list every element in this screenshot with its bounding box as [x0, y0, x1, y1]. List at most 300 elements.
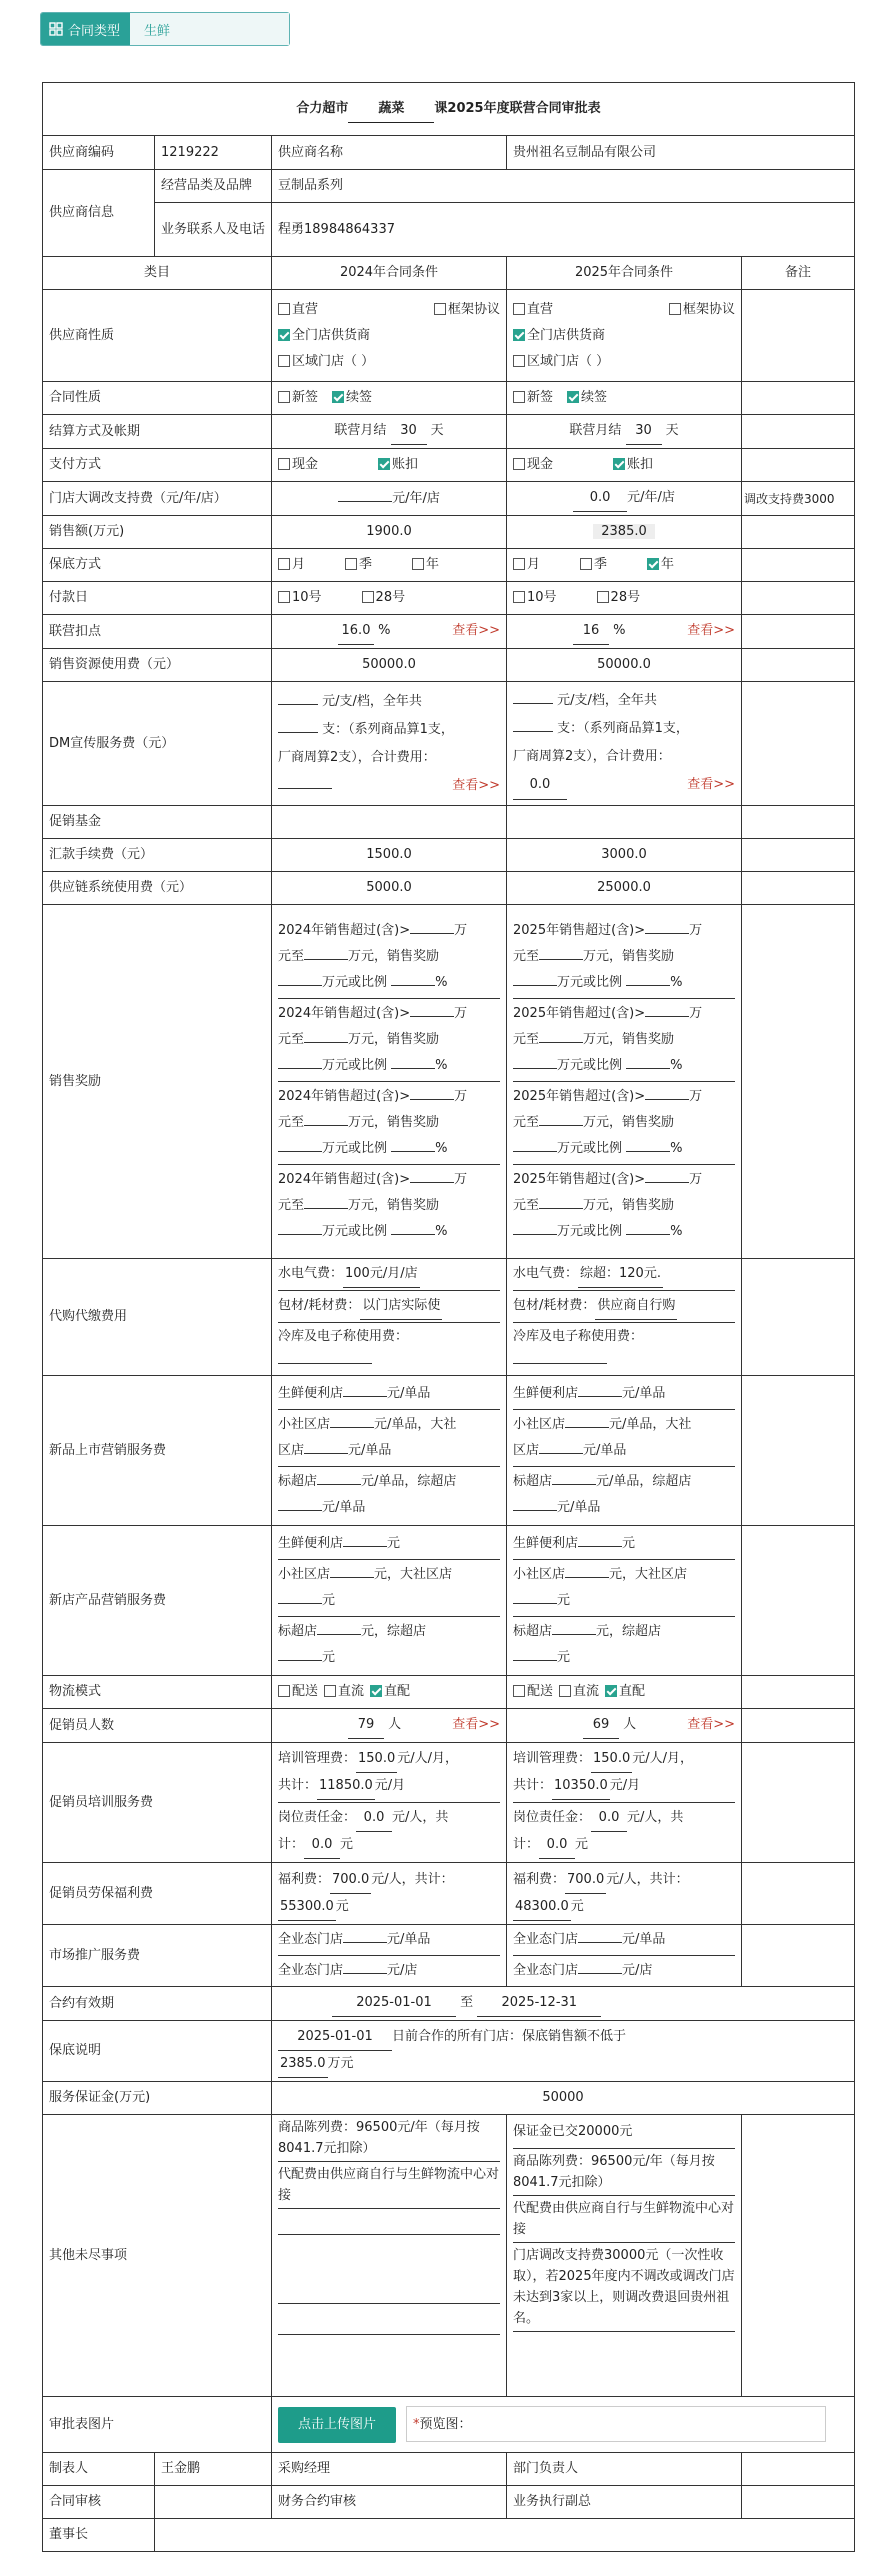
- proxy-2024: 水电气费： 100元/月/店 包材/耗材费： 以门店实际使 冷库及电子称使用费：: [272, 1259, 507, 1376]
- form-title: [43, 83, 855, 136]
- training-remark: [742, 1743, 855, 1863]
- reward-2025-tier: 2025年销售超过(含)> 万 元至 万元，销售奖励 万元或比例 %: [513, 1172, 703, 1239]
- training-2024-total[interactable]: 11850.0: [317, 1773, 375, 1800]
- sales-2025: [507, 516, 742, 549]
- ns-input[interactable]: [278, 1603, 322, 1604]
- training-2024-duty[interactable]: 0.0: [356, 1805, 392, 1832]
- sales-2024: 1900.0: [272, 516, 507, 549]
- training-2025-duty[interactable]: 0.0: [591, 1805, 627, 1832]
- promoters-2024-view-link[interactable]: 查看>>: [452, 1717, 500, 1732]
- settlement-2025: 联营月结 30 天: [507, 415, 742, 449]
- promoters-2024: 79 人 查看>>: [272, 1709, 507, 1743]
- new-store-2025: 生鲜便利店 元 小社区店 元，大社区店 元 标超店 元，综超店 元: [507, 1526, 742, 1676]
- promo-fund-remark: [742, 806, 855, 839]
- reward-remark: [742, 905, 855, 1259]
- header-remark: 备注: [742, 257, 855, 290]
- checkbox-icon: [278, 355, 290, 367]
- remit-label: 汇款手续费（元）: [43, 839, 272, 872]
- checkbox-icon: [513, 591, 525, 603]
- approval-form: [42, 82, 855, 2552]
- dm-2024: 元/支/档，全年共 支：（系列商品算1支， 厂商周算2支），合计费用： 查看>>: [272, 682, 507, 806]
- deposit-value: 50000: [272, 2082, 855, 2115]
- guarantee-2025: [507, 549, 742, 582]
- header-2025: 2025年合同条件: [507, 257, 742, 290]
- dm-2025-total[interactable]: 0.0: [513, 771, 567, 800]
- reward-input[interactable]: [626, 1151, 670, 1152]
- ns-input[interactable]: [565, 1577, 609, 1578]
- market-input[interactable]: [343, 1973, 387, 1974]
- welfare-2024-total[interactable]: 55300.0: [278, 1894, 336, 1921]
- nature-2024-frame[interactable]: 框架协议: [434, 297, 500, 323]
- exec-value: [742, 2486, 855, 2519]
- new-store-2024: 生鲜便利店 元 小社区店 元，大社区店 元 标超店 元，综超店 元: [272, 1526, 507, 1676]
- reward-input[interactable]: [278, 1151, 322, 1152]
- logistics-2025-flow[interactable]: 直流: [559, 1679, 599, 1705]
- proxy-label: 代购代缴费用: [43, 1259, 272, 1376]
- nature-2024-direct[interactable]: 直营: [278, 297, 318, 323]
- nature-remark: [742, 290, 855, 382]
- upload-image-button[interactable]: 点击上传图片: [278, 2407, 396, 2443]
- other-2025-item: 商品陈列费：96500元/年（每月按8041.7元扣除）: [513, 2149, 735, 2196]
- guarantee-2024-month[interactable]: 月: [278, 552, 305, 578]
- supply-chain-label: 供应链系统使用费（元）: [43, 872, 272, 905]
- nature-2024: [272, 290, 507, 382]
- guarantee-remark: [742, 549, 855, 582]
- checkbox-icon: [513, 303, 525, 315]
- logistics-remark: [742, 1676, 855, 1709]
- grid-icon: [49, 22, 63, 36]
- payment-remark: [742, 449, 855, 482]
- reward-input[interactable]: [513, 985, 557, 986]
- title-dept: 蔬菜: [348, 96, 434, 123]
- ns-input[interactable]: [513, 1660, 557, 1661]
- chair-label: 董事长: [43, 2519, 155, 2552]
- promoters-2025-view-link[interactable]: 查看>>: [687, 1717, 735, 1732]
- checkbox-checked-icon: [278, 329, 290, 341]
- training-2024: 培训管理费： 150.0 元/人/月， 共计： 11850.0 元/月 岗位责任金： 0.0 元/人，共 计： 0.0 元: [272, 1743, 507, 1863]
- proxy-2024-cold[interactable]: [278, 1363, 372, 1364]
- validity-start[interactable]: 2025-01-01: [332, 1990, 456, 2017]
- welfare-remark: [742, 1863, 855, 1925]
- welfare-label: 促销员劳保福利费: [43, 1863, 272, 1925]
- approval-img-label: 审批表图片: [43, 2397, 272, 2453]
- header-category: 类目: [43, 257, 272, 290]
- reward-input[interactable]: [391, 985, 435, 986]
- new-product-remark: [742, 1376, 855, 1526]
- resource-2025: 50000.0: [507, 649, 742, 682]
- reward-label: 销售奖励: [43, 905, 272, 1259]
- market-input[interactable]: [578, 1942, 622, 1943]
- guarantee-2024: [272, 549, 507, 582]
- welfare-2025-total[interactable]: 48300.0: [513, 1894, 571, 1921]
- checkbox-icon: [278, 391, 290, 403]
- reward-input[interactable]: [410, 1182, 454, 1183]
- reward-input[interactable]: [410, 933, 454, 934]
- nature-2025-direct[interactable]: 直营: [513, 297, 553, 323]
- guarantee-desc-start[interactable]: 2025-01-01: [278, 2024, 392, 2051]
- np-input[interactable]: [304, 1453, 348, 1454]
- promoters-remark: [742, 1709, 855, 1743]
- other-label: 其他未尽事项: [43, 2115, 272, 2397]
- deduction-2025: 16 % 查看>>: [507, 615, 742, 649]
- reward-input[interactable]: [645, 1016, 689, 1017]
- nature-2024-all[interactable]: 全门店供货商: [278, 323, 370, 349]
- dm-2024-price[interactable]: [278, 704, 318, 705]
- ns-input[interactable]: [513, 1603, 557, 1604]
- np-input[interactable]: [565, 1427, 609, 1428]
- maker-label: 制表人: [43, 2453, 155, 2486]
- contract-type-selector[interactable]: [40, 12, 290, 46]
- guarantee-2024-year[interactable]: 年: [412, 552, 439, 578]
- reward-input[interactable]: [304, 1208, 348, 1209]
- payday-2025-28[interactable]: 28号: [597, 585, 641, 611]
- checkbox-icon: [580, 558, 592, 570]
- nature-2025: [507, 290, 742, 382]
- remit-remark: [742, 839, 855, 872]
- np-input[interactable]: [539, 1453, 583, 1454]
- reward-input[interactable]: [391, 1068, 435, 1069]
- payday-2024-10[interactable]: 10号: [278, 585, 322, 611]
- guarantee-label: 保底方式: [43, 549, 272, 582]
- settlement-2024: 联营月结 30 天: [272, 415, 507, 449]
- dm-2024-view-link[interactable]: 查看>>: [452, 777, 500, 793]
- promoters-2025-count[interactable]: 69: [583, 1712, 619, 1739]
- payday-remark: [742, 582, 855, 615]
- np-input[interactable]: [552, 1484, 596, 1485]
- dm-remark: [742, 682, 855, 806]
- reward-input[interactable]: [513, 1234, 557, 1235]
- new-store-label: 新店产品营销服务费: [43, 1526, 272, 1676]
- payday-2024-28[interactable]: 28号: [362, 585, 406, 611]
- supply-chain-2025: 25000.0: [507, 872, 742, 905]
- payment-2025-account[interactable]: 账扣: [613, 452, 653, 478]
- training-2024-fee[interactable]: 150.0: [356, 1746, 397, 1773]
- training-2025: 培训管理费： 150.0 元/人/月， 共计： 10350.0 元/月 岗位责任金： 0.0 元/人，共 计： 0.0 元: [507, 1743, 742, 1863]
- supply-chain-2024: 5000.0: [272, 872, 507, 905]
- reward-input[interactable]: [391, 1234, 435, 1235]
- proxy-2025: 水电气费： 综超：120元. 包材/耗材费： 供应商自行购 冷库及电子称使用费：: [507, 1259, 742, 1376]
- checkbox-icon: [513, 458, 525, 470]
- supplier-code-label: 供应商编码: [43, 136, 155, 170]
- checkbox-icon: [278, 303, 290, 315]
- market-2024: 全业态门店 元/单品 全业态门店 元/店: [272, 1925, 507, 1987]
- reward-2025-tier: 2025年销售超过(含)> 万 元至 万元，销售奖励 万元或比例 %: [513, 1082, 735, 1165]
- payment-label: 支付方式: [43, 449, 272, 482]
- settlement-2025-days[interactable]: 30: [626, 418, 662, 445]
- promoters-2024-count[interactable]: 79: [348, 1712, 384, 1739]
- dm-2024-total[interactable]: [278, 788, 332, 789]
- other-2024-item: 代配费由供应商自行与生鲜物流中心对接: [278, 2162, 500, 2209]
- reward-input[interactable]: [278, 1068, 322, 1069]
- deduction-2025-value[interactable]: 16: [573, 618, 609, 645]
- checkbox-icon: [278, 591, 290, 603]
- contract-type-value[interactable]: 生鲜: [130, 13, 289, 45]
- logistics-2024: [272, 1676, 507, 1709]
- checkbox-icon: [278, 558, 290, 570]
- contract-2025-new[interactable]: 新签: [513, 385, 553, 411]
- reward-input[interactable]: [278, 985, 322, 986]
- settlement-label: 结算方式及帐期: [43, 415, 272, 449]
- other-2025-item: 保证金已交20000元: [513, 2115, 735, 2149]
- guarantee-2024-season[interactable]: 季: [345, 552, 372, 578]
- new-store-remark: [742, 1526, 855, 1676]
- contract-2024-renew[interactable]: 续签: [332, 385, 372, 411]
- sales-2025-value[interactable]: 2385.0: [593, 524, 655, 539]
- reward-2025: [507, 905, 742, 1259]
- reward-input[interactable]: [626, 1234, 670, 1235]
- validity-label: 合约有效期: [43, 1987, 272, 2021]
- ns-input[interactable]: [330, 1577, 374, 1578]
- checkbox-checked-icon: [513, 329, 525, 341]
- reward-2024-tier: 2024年销售超过(含)> 万 元至 万元，销售奖励 万元或比例 %: [278, 1082, 500, 1165]
- welfare-2024: 福利费： 700.0 元/人，共计： 55300.0 元: [272, 1863, 507, 1925]
- checkbox-checked-icon: [605, 1685, 617, 1697]
- dept-label: 部门负责人: [507, 2453, 742, 2486]
- proxy-2025-cold[interactable]: [513, 1363, 607, 1364]
- preview-box: *预览图：: [406, 2406, 826, 2442]
- reward-input[interactable]: [513, 1068, 557, 1069]
- remit-2025: 3000.0: [507, 839, 742, 872]
- proxy-2025-utility[interactable]: 综超：120元.: [578, 1261, 663, 1288]
- payment-2024-account[interactable]: 账扣: [378, 452, 418, 478]
- payday-label: 付款日: [43, 582, 272, 615]
- checkbox-checked-icon: [332, 391, 344, 403]
- other-2025-item: 代配费由供应商自行与生鲜物流中心对接: [513, 2196, 735, 2243]
- promoters-2025: 69 人 查看>>: [507, 1709, 742, 1743]
- reward-input[interactable]: [539, 1125, 583, 1126]
- dm-2025-view-link[interactable]: 查看>>: [687, 777, 735, 792]
- np-input[interactable]: [343, 1396, 387, 1397]
- deduction-2024-value[interactable]: 16.0: [338, 618, 374, 645]
- reward-input[interactable]: [391, 1151, 435, 1152]
- renovation-2025: 0.0 元/年/店: [507, 482, 742, 516]
- reward-2024-tier: 2024年销售超过(含)> 万 元至 万元，销售奖励 万元或比例 %: [278, 999, 500, 1082]
- resource-remark: [742, 649, 855, 682]
- promo-fund-2024: [272, 806, 507, 839]
- reward-input[interactable]: [278, 1234, 322, 1235]
- checkbox-checked-icon: [370, 1685, 382, 1697]
- logistics-2025-direct[interactable]: 直配: [605, 1679, 645, 1705]
- welfare-2025: 福利费： 700.0 元/人，共计： 48300.0 元: [507, 1863, 742, 1925]
- guarantee-desc-value: 2025-01-01 日前合作的所有门店：保底销售额不低于 2385.0 万元: [272, 2021, 855, 2082]
- header-2024: 2024年合同条件: [272, 257, 507, 290]
- checkbox-checked-icon: [613, 458, 625, 470]
- proxy-2025-material[interactable]: 供应商自行购: [595, 1293, 677, 1320]
- dm-2024-count[interactable]: [278, 732, 318, 733]
- reward-input[interactable]: [539, 1208, 583, 1209]
- proxy-remark: [742, 1259, 855, 1376]
- renovation-2024-value[interactable]: [338, 501, 392, 502]
- deduction-2024: 16.0 % 查看>>: [272, 615, 507, 649]
- sales-remark: [742, 516, 855, 549]
- chair-value: [155, 2519, 855, 2552]
- supplier-name-label: 供应商名称: [272, 136, 507, 170]
- reward-2024: [272, 905, 507, 1259]
- market-input[interactable]: [343, 1942, 387, 1943]
- ns-input[interactable]: [317, 1634, 361, 1635]
- guarantee-2025-year[interactable]: 年: [647, 552, 674, 578]
- reward-input[interactable]: [626, 985, 670, 986]
- proxy-2024-utility[interactable]: 100元/月/店: [343, 1261, 420, 1288]
- new-product-2025: 生鲜便利店 元/单品 小社区店 元/单品，大社 区店 元/单品 标超店 元/单品，综超店 元/单品: [507, 1376, 742, 1526]
- supplier-info-label: 供应商信息: [43, 170, 155, 257]
- contract-type-remark: [742, 382, 855, 415]
- guarantee-desc-label: 保底说明: [43, 2021, 272, 2082]
- promo-fund-2025: [507, 806, 742, 839]
- ns-input[interactable]: [552, 1634, 596, 1635]
- reward-input[interactable]: [539, 959, 583, 960]
- nature-2025-region[interactable]: 区域门店（ ）: [513, 349, 609, 375]
- training-label: 促销员培训服务费: [43, 1743, 272, 1863]
- training-2024-duty-total[interactable]: 0.0: [304, 1832, 340, 1859]
- proxy-2024-material[interactable]: 以门店实际使: [360, 1293, 442, 1320]
- resource-2024: 50000.0: [272, 649, 507, 682]
- reward-input[interactable]: [539, 1042, 583, 1043]
- reward-input[interactable]: [645, 1099, 689, 1100]
- checkbox-icon: [278, 1685, 290, 1697]
- payment-2025-cash[interactable]: 现金: [513, 452, 553, 478]
- reward-2024-tier: 2024年销售超过(含)> 万 元至 万元，销售奖励 万元或比例 %: [278, 916, 500, 999]
- reward-2025-tier: 2025年销售超过(含)> 万 元至 万元，销售奖励 万元或比例 %: [513, 999, 735, 1082]
- renovation-2025-value[interactable]: 0.0: [573, 485, 627, 512]
- exec-label: 业务执行副总: [507, 2486, 742, 2519]
- contract-type-label: [41, 13, 130, 45]
- checkbox-icon: [324, 1685, 336, 1697]
- contact-label: 业务联系人及电话: [155, 203, 272, 257]
- payday-2025-10[interactable]: 10号: [513, 585, 557, 611]
- other-2025-item: 门店调改支持费30000元（一次性收取），若2025年度内不调改或调改门店未达到3家以上，则调改费退回贵州祖名。: [513, 2243, 735, 2332]
- renovation-2024: 元/年/店: [272, 482, 507, 516]
- logistics-2024-delivery[interactable]: 配送: [278, 1679, 318, 1705]
- title-suffix: 课2025年度联营合同审批表: [434, 100, 601, 116]
- sales-label: 销售额(万元): [43, 516, 272, 549]
- nature-2025-frame[interactable]: 框架协议: [669, 297, 735, 323]
- reward-input[interactable]: [304, 959, 348, 960]
- other-remark: [742, 2115, 855, 2397]
- ns-input[interactable]: [343, 1546, 387, 1547]
- brand-value: 豆制品系列: [272, 170, 855, 203]
- reward-input[interactable]: [513, 1151, 557, 1152]
- np-input[interactable]: [513, 1510, 557, 1511]
- renovation-label: 门店大调改支持费（元/年/店）: [43, 482, 272, 516]
- finance-label: 财务合约审核: [272, 2486, 507, 2519]
- reward-input[interactable]: [410, 1016, 454, 1017]
- nature-2025-all[interactable]: 全门店供货商: [513, 323, 605, 349]
- np-input[interactable]: [330, 1427, 374, 1428]
- other-2024-item: 商品陈列费：96500元/年（每月按8041.7元扣除）: [278, 2115, 500, 2162]
- welfare-2025-fee[interactable]: 700.0: [565, 1867, 606, 1894]
- approval-img-cell: [272, 2397, 855, 2453]
- logistics-2025-delivery[interactable]: 配送: [513, 1679, 553, 1705]
- reward-input[interactable]: [645, 1182, 689, 1183]
- promo-fund-label: 促销基金: [43, 806, 272, 839]
- contract-2024-new[interactable]: 新签: [278, 385, 318, 411]
- settlement-2024-days[interactable]: 30: [391, 418, 427, 445]
- checkbox-icon: [513, 1685, 525, 1697]
- checkbox-icon: [345, 558, 357, 570]
- reward-input[interactable]: [410, 1099, 454, 1100]
- new-product-2024: 生鲜便利店 元/单品 小社区店 元/单品，大社 区店 元/单品 标超店 元/单品，综超店 元/单品: [272, 1376, 507, 1526]
- payment-2024-cash[interactable]: 现金: [278, 452, 318, 478]
- validity-end[interactable]: 2025-12-31: [477, 1990, 601, 2017]
- renovation-remark: 调改支持费3000: [742, 482, 855, 516]
- np-input[interactable]: [317, 1484, 361, 1485]
- training-2025-fee[interactable]: 150.0: [591, 1746, 632, 1773]
- payment-2024: [272, 449, 507, 482]
- other-2024: [272, 2115, 507, 2397]
- checkbox-icon: [278, 458, 290, 470]
- nature-2024-region[interactable]: 区域门店（ ）: [278, 349, 374, 375]
- other-2025: [507, 2115, 742, 2397]
- brand-label: 经营品类及品牌: [155, 170, 272, 203]
- payment-2025: [507, 449, 742, 482]
- checkbox-checked-icon: [647, 558, 659, 570]
- checkbox-icon: [513, 355, 525, 367]
- deposit-label: 服务保证金(万元): [43, 2082, 272, 2115]
- new-product-label: 新品上市营销服务费: [43, 1376, 272, 1526]
- checkbox-icon: [669, 303, 681, 315]
- reward-input[interactable]: [626, 1068, 670, 1069]
- np-input[interactable]: [278, 1510, 322, 1511]
- deduction-2025-view-link[interactable]: 查看>>: [687, 623, 735, 638]
- promoters-label: 促销员人数: [43, 1709, 272, 1743]
- deduction-remark: [742, 615, 855, 649]
- guarantee-2025-month[interactable]: 月: [513, 552, 540, 578]
- dm-2025-count[interactable]: [513, 731, 553, 732]
- ns-input[interactable]: [578, 1546, 622, 1547]
- reward-input[interactable]: [645, 933, 689, 934]
- guarantee-2025-season[interactable]: 季: [580, 552, 607, 578]
- reward-input[interactable]: [304, 1125, 348, 1126]
- market-remark: [742, 1925, 855, 1987]
- deduction-2024-view-link[interactable]: 查看>>: [452, 623, 500, 638]
- logistics-2024-flow[interactable]: 直流: [324, 1679, 364, 1705]
- checkbox-checked-icon: [378, 458, 390, 470]
- purchase-label: 采购经理: [272, 2453, 507, 2486]
- contract-type-2024: [272, 382, 507, 415]
- welfare-2024-fee[interactable]: 700.0: [330, 1867, 371, 1894]
- resource-label: 销售资源使用费（元）: [43, 649, 272, 682]
- training-2025-duty-total[interactable]: 0.0: [539, 1832, 575, 1859]
- training-2025-total[interactable]: 10350.0: [552, 1773, 610, 1800]
- contract-type-row-label: 合同性质: [43, 382, 272, 415]
- dm-2025: 元/支/档，全年共 支：（系列商品算1支， 厂商周算2支），合计费用： 0.0 查看>>: [507, 682, 742, 806]
- ns-input[interactable]: [278, 1660, 322, 1661]
- settlement-remark: [742, 415, 855, 449]
- reward-2024-tier: 2024年销售超过(含)> 万 元至 万元，销售奖励 万元或比例 %: [278, 1172, 468, 1239]
- guarantee-desc-amount[interactable]: 2385.0: [278, 2051, 328, 2078]
- checkbox-icon: [513, 391, 525, 403]
- payday-2025: [507, 582, 742, 615]
- logistics-2024-direct[interactable]: 直配: [370, 1679, 410, 1705]
- dm-label: DM宣传服务费（元）: [43, 682, 272, 806]
- np-input[interactable]: [578, 1396, 622, 1397]
- checkbox-icon: [412, 558, 424, 570]
- reward-input[interactable]: [304, 1042, 348, 1043]
- checkbox-icon: [434, 303, 446, 315]
- dept-value: [742, 2453, 855, 2486]
- supply-chain-remark: [742, 872, 855, 905]
- contract-type-2025: [507, 382, 742, 415]
- checkbox-icon: [559, 1685, 571, 1697]
- title-prefix: 合力超市: [296, 100, 349, 116]
- contract-type-label-text: 合同类型: [68, 23, 121, 39]
- dm-2025-price[interactable]: [513, 703, 553, 704]
- market-input[interactable]: [578, 1973, 622, 1974]
- supplier-name-value: 贵州祖名豆制品有限公司: [507, 136, 855, 170]
- contract-review-value: [155, 2486, 272, 2519]
- contract-2025-renew[interactable]: 续签: [567, 385, 607, 411]
